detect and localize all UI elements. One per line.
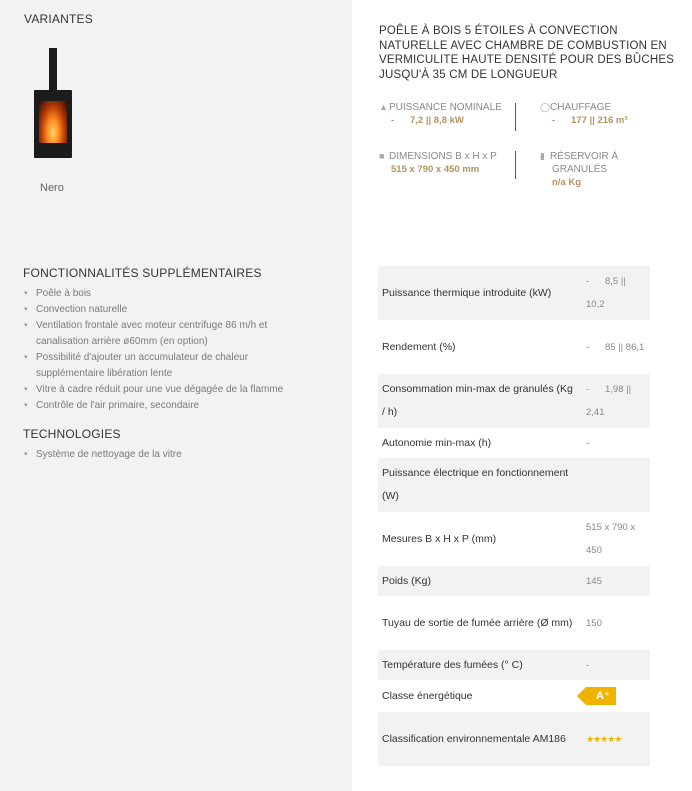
spec-heating-value: - 177 || 216 m³ [552,115,628,126]
table-row [378,374,650,428]
row-value: - [580,428,650,458]
row-value: - [580,650,650,680]
row-label: Autonomie min-max (h) [378,428,580,458]
technology-item: • Système de nettoyage de la vitre [24,447,182,463]
variant-name[interactable]: Nero [40,182,64,194]
technologies-list [24,447,182,463]
spec-dimensions-value: 515 x 790 x 450 mm [391,164,480,175]
reservoir-icon: ▮ [540,151,545,161]
spec-heating [540,101,628,127]
features-title: FONCTIONNALITÉS SUPPLÉMENTAIRES [23,266,262,280]
row-label: Mesures B x H x P (mm) [378,512,580,566]
features-list [24,286,283,414]
row-label: Consommation min-max de granulés (Kg / h) [378,374,580,428]
table-row [378,566,650,596]
table-row [378,266,650,320]
star-rating-icon: ★★★★★ [586,733,622,744]
feature-text: Possibilité d'ajouter un accumulateur de chaleur [36,352,249,363]
row-value: - 8,5 || 10,2 [580,266,650,320]
feature-text: Ventilation frontale avec moteur centrifuge 86 m/h et [36,320,268,331]
table-row [378,650,650,680]
spec-reservoir [540,150,618,189]
rating-cell [580,712,650,766]
row-value [580,458,650,512]
table-row [378,320,650,374]
row-label: Puissance électrique en fonctionnement (W) [378,458,580,512]
spec-dimensions-label: DIMENSIONS B x H x P [389,151,497,162]
row-value: 515 x 790 x 450 [580,512,650,566]
row-value: 145 [580,566,650,596]
energy-class-cell [580,680,650,712]
stove-pipe [49,48,57,92]
row-value: - 85 || 86,1 [580,320,650,374]
variant-card-nero[interactable] [28,48,78,158]
feature-item: • Contrôle de l'air primaire, secondaire [24,398,283,414]
table-row [378,512,650,566]
row-label: Classification environnementale AM186 [378,712,580,766]
variants-title: VARIANTES [24,12,93,26]
table-row [378,680,650,712]
stove-flame [39,101,67,143]
spec-power-value: - 7,2 || 8,8 kW [391,115,464,126]
table-row [378,458,650,512]
row-label: Tuyau de sortie de fumée arrière (Ø mm) [378,596,580,650]
feature-item: • Convection naturelle [24,302,283,318]
spec-reservoir-label2: GRANULÉS [552,164,608,175]
feature-item [24,318,283,350]
spec-reservoir-value: n/a Kg [552,177,582,188]
table-row [378,596,650,650]
table-row [378,428,650,458]
row-label: Classe énergétique [378,680,580,712]
spec-divider [515,151,516,179]
heating-icon: ◯ [540,102,551,112]
row-value: - 1,98 || 2,41 [580,374,650,428]
specs-table [378,266,650,766]
row-value: 150 [580,596,650,650]
product-title: POÊLE À BOIS 5 ÉTOILES À CONVECTION NATURELLE AVEC CHAMBRE DE COMBUSTION EN VERMICULITE HAUTE DENSITÉ POUR DES BÛCHES JUSQU'À 35 CM DE LONGUEUR [379,25,675,81]
row-label: Puissance thermique introduite (kW) [378,266,580,320]
feature-item [24,350,283,382]
spec-divider [515,103,516,131]
spec-power-label: PUISSANCE NOMINALE [389,102,502,113]
feature-item: • Poêle à bois [24,286,283,302]
row-label: Poids (Kg) [378,566,580,596]
energy-class-badge: A⁺ [586,687,616,705]
feature-item: • Vitre à cadre réduit pour une vue dégagée de la flamme [24,382,283,398]
spec-reservoir-label: RÉSERVOIR À [550,151,619,162]
technologies-title: TECHNOLOGIES [23,427,121,441]
stove-image[interactable] [28,48,78,158]
feature-text: canalisation arrière ø60mm (en option) [36,336,208,347]
row-label: Rendement (%) [378,320,580,374]
spec-dimensions [379,150,497,176]
table-row [378,712,650,766]
spec-heating-label: CHAUFFAGE [550,102,612,113]
row-label: Température des fumées (° C) [378,650,580,680]
spec-power [379,101,502,127]
feature-text: supplémentaire libération lente [36,368,173,379]
dimensions-icon: ■ [379,151,385,161]
flame-icon: ▲ [379,102,388,112]
